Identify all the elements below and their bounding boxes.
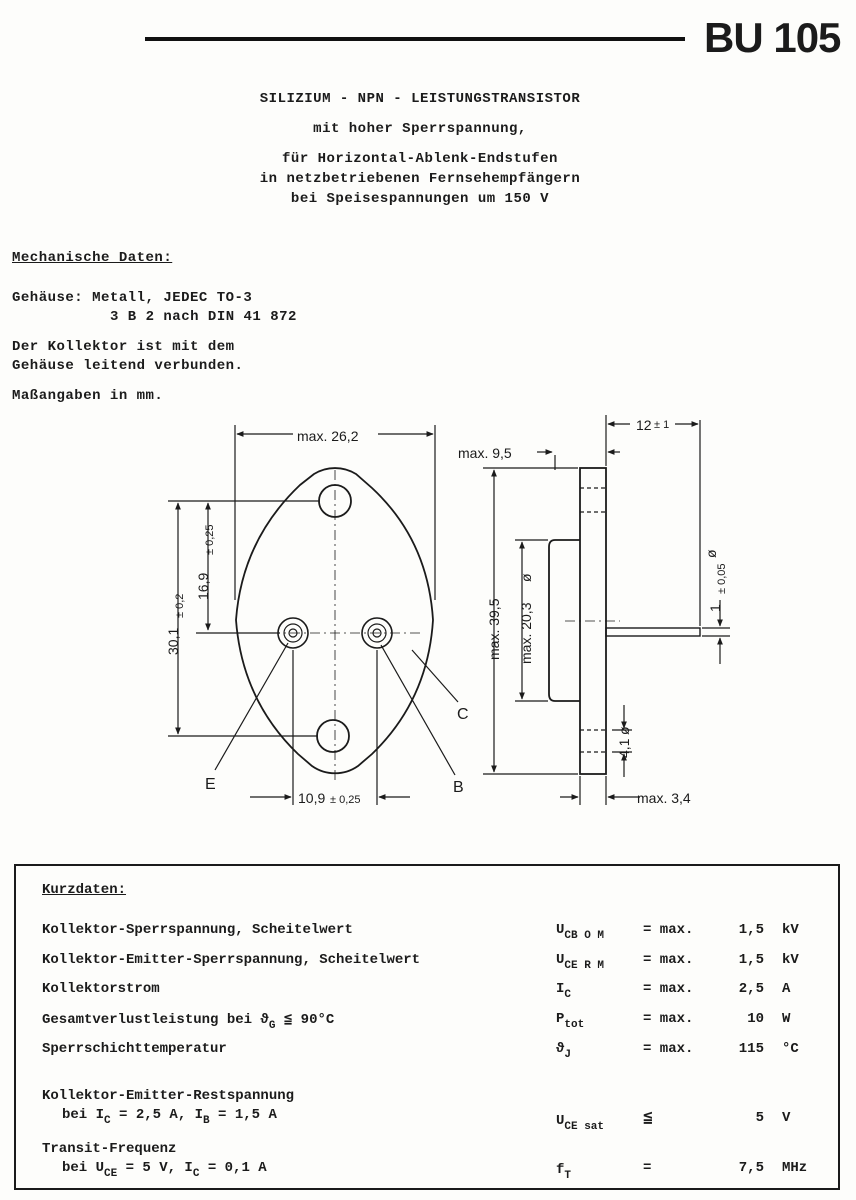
mount-hole-bottom [317, 720, 349, 752]
row-label: Kollektorstrom [42, 981, 160, 997]
row-label: Kollektor-Emitter-Sperrspannung, Scheitelwert [42, 952, 421, 968]
ft-op: = [643, 1160, 652, 1176]
label-collector: C [457, 706, 469, 723]
dim-flange: max. 3,4 [637, 790, 691, 806]
dim-hole-distance-tol: ± 0,25 [204, 524, 216, 555]
sat-op: ≦ [643, 1109, 653, 1127]
sat-condition: bei $I_C = 2,5$ A, $I_B = 1,5$ A [62, 1107, 277, 1127]
intro-line-5: bei Speisespannungen um 150 V [290, 191, 550, 207]
ft-condition: bei $U_{CE} = 5$ V, $I_C = 0,1$ A [62, 1160, 267, 1180]
collector-line-2: Gehäuse leitend verbunden. [12, 358, 244, 374]
header-rule [145, 37, 685, 41]
units-note: Maßangaben in mm. [12, 388, 164, 404]
row-value: 2,5 [738, 981, 764, 997]
row-unit: °C [782, 1041, 799, 1057]
row-op: = max. [643, 981, 694, 997]
label-emitter: E [205, 776, 216, 793]
ft-unit: MHz [782, 1160, 808, 1176]
row-op: = max. [643, 1041, 694, 1057]
row-value: 10 [747, 1011, 764, 1027]
label-base: B [453, 779, 464, 796]
ft-symbol: $f_T$ [556, 1162, 572, 1182]
dim-lead-length-tol: ± 1 [654, 419, 670, 431]
summary-box [14, 864, 840, 1190]
row-unit: A [782, 981, 791, 997]
row-label: Gesamtverlustleistung bei $ϑ_G$ ≦ 90°C [42, 1012, 335, 1032]
row-symbol: $U_{CB O M}$ [556, 922, 605, 942]
case-line-2: 3 B 2 nach DIN 41 872 [110, 309, 297, 325]
intro-line-1: SILIZIUM - NPN - LEISTUNGSTRANSISTOR [259, 91, 581, 107]
case-line-1: Gehäuse: Metall, JEDEC TO-3 [12, 290, 253, 306]
dim-lead-length: 12 [636, 417, 652, 433]
case-outline [236, 468, 433, 773]
dim-cap-dia-sym: ø [518, 573, 534, 582]
row-value: 1,5 [738, 922, 764, 938]
dim-depth: max. 9,5 [458, 445, 512, 461]
row-symbol: $U_{CE R M}$ [556, 952, 605, 972]
dim-lead-dia-tol: ± 0,05 [716, 563, 728, 594]
sat-unit: V [782, 1110, 791, 1126]
sat-symbol: $U_{CE sat}$ [556, 1113, 605, 1133]
dim-height: max. 39,5 [486, 598, 502, 660]
row-op: = max. [643, 952, 694, 968]
dim-lead-dia-sym: ø [703, 549, 719, 558]
side-cap [549, 540, 580, 701]
row-unit: kV [782, 952, 799, 968]
dim-hole-dia: 4,1 [616, 738, 632, 758]
dim-hole-distance: 16,9 [195, 572, 211, 600]
dim-width: max. 26,2 [297, 428, 359, 444]
sat-label: Kollektor-Emitter-Restspannung [42, 1088, 295, 1104]
mechanical-heading: Mechanische Daten: [12, 250, 173, 266]
row-unit: W [782, 1011, 791, 1027]
dim-pin-spacing-tol: ± 0,25 [330, 794, 361, 806]
row-op: = max. [643, 1011, 694, 1027]
row-symbol: $P_{tot}$ [556, 1011, 585, 1031]
ft-label: Transit-Frequenz [42, 1141, 177, 1157]
dim-mount-distance: 30,1 [165, 627, 181, 655]
row-op: = max. [643, 922, 694, 938]
sat-value: 5 [755, 1110, 764, 1126]
row-value: 1,5 [738, 952, 764, 968]
row-value: 115 [738, 1041, 764, 1057]
dim-cap-dia: max. 20,3 [518, 602, 534, 664]
intro-line-2: mit hoher Sperrspannung, [313, 121, 527, 137]
row-symbol: $I_C$ [556, 981, 572, 1001]
package-drawing [0, 405, 856, 815]
collector-line-1: Der Kollektor ist mit dem [12, 339, 235, 355]
intro-line-4: in netzbetriebenen Fernsehempfängern [259, 171, 581, 187]
row-label: Kollektor-Sperrspannung, Scheitelwert [42, 922, 353, 938]
dim-hole-dia-sym: ø [616, 726, 632, 735]
side-lead [606, 628, 700, 636]
dim-pin-spacing: 10,9 [298, 790, 326, 806]
intro-line-3: für Horizontal-Ablenk-Endstufen [282, 151, 558, 167]
row-symbol: $ϑ_J$ [556, 1041, 572, 1061]
row-unit: kV [782, 922, 799, 938]
dim-mount-distance-tol: ± 0,2 [174, 593, 186, 618]
row-label: Sperrschichttemperatur [42, 1041, 227, 1057]
summary-heading: Kurzdaten: [42, 882, 127, 898]
dim-lead-dia: 1 [707, 604, 723, 612]
part-number: BU 105 [704, 14, 841, 61]
ft-value: 7,5 [738, 1160, 764, 1176]
